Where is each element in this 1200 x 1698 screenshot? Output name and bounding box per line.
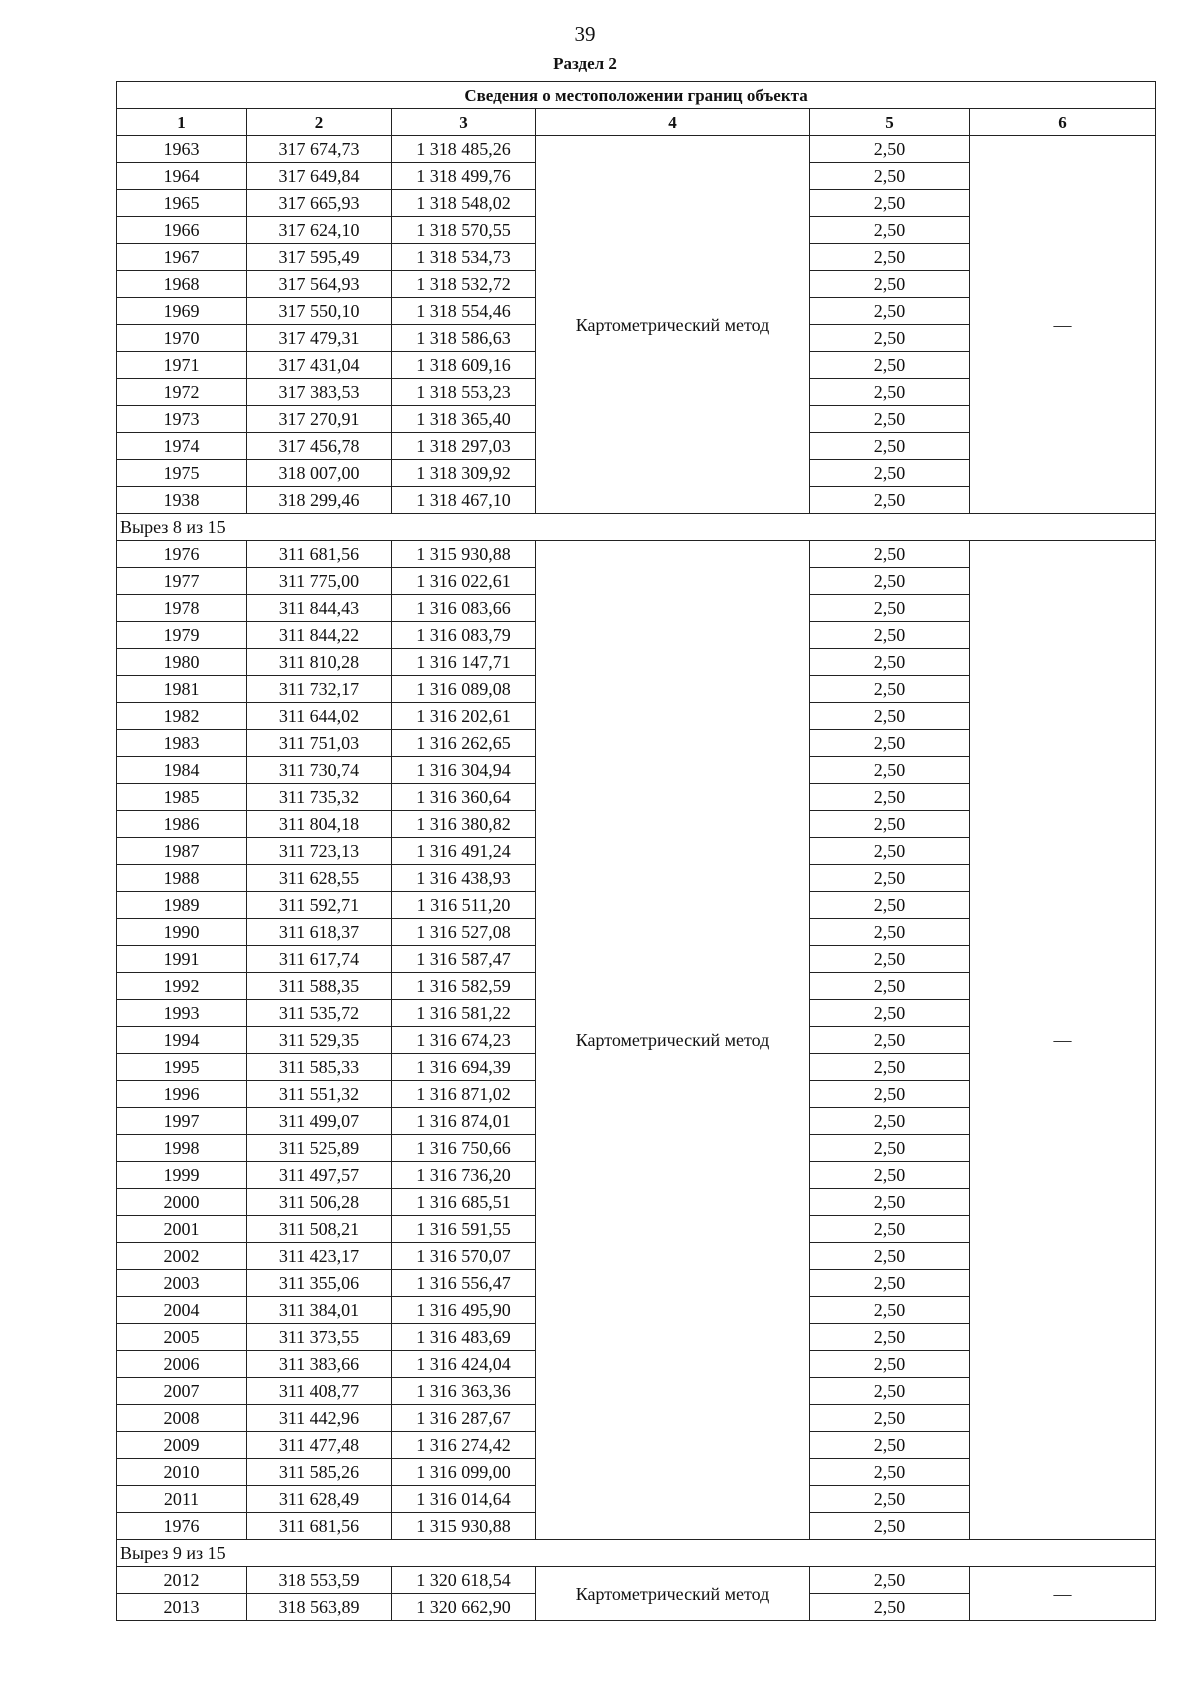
x-coordinate-cell: 311 585,26 xyxy=(247,1459,392,1486)
accuracy-cell: 2,50 xyxy=(810,217,970,244)
accuracy-cell: 2,50 xyxy=(810,271,970,298)
y-coordinate-cell: 1 316 363,36 xyxy=(392,1378,536,1405)
point-number-cell: 1978 xyxy=(117,595,247,622)
y-coordinate-cell: 1 318 554,46 xyxy=(392,298,536,325)
accuracy-cell: 2,50 xyxy=(810,622,970,649)
accuracy-cell: 2,50 xyxy=(810,649,970,676)
y-coordinate-cell: 1 316 099,00 xyxy=(392,1459,536,1486)
point-number-cell: 1963 xyxy=(117,136,247,163)
x-coordinate-cell: 311 408,77 xyxy=(247,1378,392,1405)
point-number-cell: 1992 xyxy=(117,973,247,1000)
point-number-cell: 1968 xyxy=(117,271,247,298)
x-coordinate-cell: 311 618,37 xyxy=(247,919,392,946)
point-number-cell: 1974 xyxy=(117,433,247,460)
section-row xyxy=(117,514,1156,541)
point-number-cell: 1997 xyxy=(117,1108,247,1135)
point-number-cell: 1999 xyxy=(117,1162,247,1189)
point-number-cell: 2005 xyxy=(117,1324,247,1351)
y-coordinate-cell: 1 316 438,93 xyxy=(392,865,536,892)
point-number-cell: 2012 xyxy=(117,1567,247,1594)
y-coordinate-cell: 1 316 871,02 xyxy=(392,1081,536,1108)
x-coordinate-cell: 311 844,22 xyxy=(247,622,392,649)
x-coordinate-cell: 311 529,35 xyxy=(247,1027,392,1054)
y-coordinate-cell: 1 315 930,88 xyxy=(392,1513,536,1540)
column-header: 2 xyxy=(247,109,392,136)
y-coordinate-cell: 1 316 360,64 xyxy=(392,784,536,811)
point-number-cell: 2008 xyxy=(117,1405,247,1432)
method-cell: Картометрический метод xyxy=(536,541,810,1540)
x-coordinate-cell: 311 588,35 xyxy=(247,973,392,1000)
y-coordinate-cell: 1 320 618,54 xyxy=(392,1567,536,1594)
point-number-cell: 1993 xyxy=(117,1000,247,1027)
x-coordinate-cell: 311 617,74 xyxy=(247,946,392,973)
accuracy-cell: 2,50 xyxy=(810,1270,970,1297)
x-coordinate-cell: 317 383,53 xyxy=(247,379,392,406)
y-coordinate-cell: 1 318 548,02 xyxy=(392,190,536,217)
y-coordinate-cell: 1 318 534,73 xyxy=(392,244,536,271)
accuracy-cell: 2,50 xyxy=(810,568,970,595)
accuracy-cell: 2,50 xyxy=(810,703,970,730)
point-number-cell: 1975 xyxy=(117,460,247,487)
accuracy-cell: 2,50 xyxy=(810,1162,970,1189)
point-number-cell: 1971 xyxy=(117,352,247,379)
x-coordinate-cell: 317 649,84 xyxy=(247,163,392,190)
point-number-cell: 1983 xyxy=(117,730,247,757)
accuracy-cell: 2,50 xyxy=(810,379,970,406)
accuracy-cell: 2,50 xyxy=(810,1297,970,1324)
point-number-cell: 1977 xyxy=(117,568,247,595)
x-coordinate-cell: 317 550,10 xyxy=(247,298,392,325)
x-coordinate-cell: 311 506,28 xyxy=(247,1189,392,1216)
x-coordinate-cell: 311 423,17 xyxy=(247,1243,392,1270)
x-coordinate-cell: 311 681,56 xyxy=(247,541,392,568)
y-coordinate-cell: 1 318 532,72 xyxy=(392,271,536,298)
point-number-cell: 1973 xyxy=(117,406,247,433)
y-coordinate-cell: 1 316 083,66 xyxy=(392,595,536,622)
x-coordinate-cell: 317 431,04 xyxy=(247,352,392,379)
point-number-cell: 1988 xyxy=(117,865,247,892)
y-coordinate-cell: 1 318 467,10 xyxy=(392,487,536,514)
point-number-cell: 2003 xyxy=(117,1270,247,1297)
accuracy-cell: 2,50 xyxy=(810,1216,970,1243)
description-cell: — xyxy=(970,1567,1156,1621)
accuracy-cell: 2,50 xyxy=(810,190,970,217)
section-label: Вырез 9 из 15 xyxy=(117,1540,1156,1567)
y-coordinate-cell: 1 316 014,64 xyxy=(392,1486,536,1513)
y-coordinate-cell: 1 316 491,24 xyxy=(392,838,536,865)
x-coordinate-cell: 311 384,01 xyxy=(247,1297,392,1324)
accuracy-cell: 2,50 xyxy=(810,730,970,757)
x-coordinate-cell: 311 373,55 xyxy=(247,1324,392,1351)
y-coordinate-cell: 1 316 581,22 xyxy=(392,1000,536,1027)
accuracy-cell: 2,50 xyxy=(810,1081,970,1108)
accuracy-cell: 2,50 xyxy=(810,811,970,838)
y-coordinate-cell: 1 316 089,08 xyxy=(392,676,536,703)
accuracy-cell: 2,50 xyxy=(810,1324,970,1351)
point-number-cell: 1986 xyxy=(117,811,247,838)
accuracy-cell: 2,50 xyxy=(810,1378,970,1405)
accuracy-cell: 2,50 xyxy=(810,487,970,514)
x-coordinate-cell: 311 644,02 xyxy=(247,703,392,730)
y-coordinate-cell: 1 316 424,04 xyxy=(392,1351,536,1378)
x-coordinate-cell: 311 355,06 xyxy=(247,1270,392,1297)
y-coordinate-cell: 1 316 304,94 xyxy=(392,757,536,784)
point-number-cell: 2009 xyxy=(117,1432,247,1459)
x-coordinate-cell: 318 007,00 xyxy=(247,460,392,487)
point-number-cell: 1966 xyxy=(117,217,247,244)
y-coordinate-cell: 1 316 511,20 xyxy=(392,892,536,919)
y-coordinate-cell: 1 316 495,90 xyxy=(392,1297,536,1324)
accuracy-cell: 2,50 xyxy=(810,1189,970,1216)
table-row xyxy=(117,1567,1156,1594)
table-caption: Сведения о местоположении границ объекта xyxy=(117,82,1156,109)
y-coordinate-cell: 1 316 147,71 xyxy=(392,649,536,676)
column-header: 1 xyxy=(117,109,247,136)
point-number-cell: 1994 xyxy=(117,1027,247,1054)
x-coordinate-cell: 317 456,78 xyxy=(247,433,392,460)
y-coordinate-cell: 1 316 274,42 xyxy=(392,1432,536,1459)
accuracy-cell: 2,50 xyxy=(810,757,970,784)
table-body xyxy=(117,136,1156,1621)
y-coordinate-cell: 1 316 083,79 xyxy=(392,622,536,649)
description-cell: — xyxy=(970,541,1156,1540)
point-number-cell: 1965 xyxy=(117,190,247,217)
section-label: Вырез 8 из 15 xyxy=(117,514,1156,541)
point-number-cell: 1976 xyxy=(117,541,247,568)
y-coordinate-cell: 1 316 874,01 xyxy=(392,1108,536,1135)
point-number-cell: 1976 xyxy=(117,1513,247,1540)
y-coordinate-cell: 1 318 553,23 xyxy=(392,379,536,406)
accuracy-cell: 2,50 xyxy=(810,460,970,487)
accuracy-cell: 2,50 xyxy=(810,676,970,703)
y-coordinate-cell: 1 320 662,90 xyxy=(392,1594,536,1621)
y-coordinate-cell: 1 316 570,07 xyxy=(392,1243,536,1270)
accuracy-cell: 2,50 xyxy=(810,406,970,433)
y-coordinate-cell: 1 316 694,39 xyxy=(392,1054,536,1081)
y-coordinate-cell: 1 316 202,61 xyxy=(392,703,536,730)
accuracy-cell: 2,50 xyxy=(810,919,970,946)
x-coordinate-cell: 311 735,32 xyxy=(247,784,392,811)
point-number-cell: 1985 xyxy=(117,784,247,811)
point-number-cell: 1982 xyxy=(117,703,247,730)
y-coordinate-cell: 1 316 262,65 xyxy=(392,730,536,757)
accuracy-cell: 2,50 xyxy=(810,784,970,811)
accuracy-cell: 2,50 xyxy=(810,946,970,973)
accuracy-cell: 2,50 xyxy=(810,1054,970,1081)
boundary-table xyxy=(116,81,1156,1621)
point-number-cell: 2006 xyxy=(117,1351,247,1378)
x-coordinate-cell: 317 674,73 xyxy=(247,136,392,163)
point-number-cell: 1970 xyxy=(117,325,247,352)
accuracy-cell: 2,50 xyxy=(810,865,970,892)
x-coordinate-cell: 311 508,21 xyxy=(247,1216,392,1243)
point-number-cell: 1967 xyxy=(117,244,247,271)
accuracy-cell: 2,50 xyxy=(810,1513,970,1540)
accuracy-cell: 2,50 xyxy=(810,1027,970,1054)
x-coordinate-cell: 311 844,43 xyxy=(247,595,392,622)
y-coordinate-cell: 1 318 570,55 xyxy=(392,217,536,244)
page-number: 39 xyxy=(574,22,596,46)
point-number-cell: 1984 xyxy=(117,757,247,784)
x-coordinate-cell: 318 563,89 xyxy=(247,1594,392,1621)
point-number-cell: 1979 xyxy=(117,622,247,649)
accuracy-cell: 2,50 xyxy=(810,973,970,1000)
description-cell: — xyxy=(970,136,1156,514)
accuracy-cell: 2,50 xyxy=(810,1351,970,1378)
x-coordinate-cell: 311 628,55 xyxy=(247,865,392,892)
point-number-cell: 1996 xyxy=(117,1081,247,1108)
point-number-cell: 2002 xyxy=(117,1243,247,1270)
point-number-cell: 1980 xyxy=(117,649,247,676)
column-header: 3 xyxy=(392,109,536,136)
accuracy-cell: 2,50 xyxy=(810,1108,970,1135)
accuracy-cell: 2,50 xyxy=(810,1567,970,1594)
point-number-cell: 2004 xyxy=(117,1297,247,1324)
x-coordinate-cell: 317 479,31 xyxy=(247,325,392,352)
accuracy-cell: 2,50 xyxy=(810,136,970,163)
accuracy-cell: 2,50 xyxy=(810,163,970,190)
point-number-cell: 1995 xyxy=(117,1054,247,1081)
x-coordinate-cell: 311 681,56 xyxy=(247,1513,392,1540)
y-coordinate-cell: 1 316 685,51 xyxy=(392,1189,536,1216)
accuracy-cell: 2,50 xyxy=(810,838,970,865)
accuracy-cell: 2,50 xyxy=(810,1459,970,1486)
section-title: Раздел 2 xyxy=(553,54,617,73)
y-coordinate-cell: 1 318 586,63 xyxy=(392,325,536,352)
y-coordinate-cell: 1 318 485,26 xyxy=(392,136,536,163)
x-coordinate-cell: 311 442,96 xyxy=(247,1405,392,1432)
y-coordinate-cell: 1 315 930,88 xyxy=(392,541,536,568)
y-coordinate-cell: 1 316 587,47 xyxy=(392,946,536,973)
point-number-cell: 1991 xyxy=(117,946,247,973)
point-number-cell: 1981 xyxy=(117,676,247,703)
y-coordinate-cell: 1 316 750,66 xyxy=(392,1135,536,1162)
y-coordinate-cell: 1 316 287,67 xyxy=(392,1405,536,1432)
accuracy-cell: 2,50 xyxy=(810,1432,970,1459)
x-coordinate-cell: 311 383,66 xyxy=(247,1351,392,1378)
y-coordinate-cell: 1 318 499,76 xyxy=(392,163,536,190)
point-number-cell: 2007 xyxy=(117,1378,247,1405)
y-coordinate-cell: 1 316 736,20 xyxy=(392,1162,536,1189)
x-coordinate-cell: 311 585,33 xyxy=(247,1054,392,1081)
accuracy-cell: 2,50 xyxy=(810,595,970,622)
accuracy-cell: 2,50 xyxy=(810,352,970,379)
x-coordinate-cell: 311 535,72 xyxy=(247,1000,392,1027)
y-coordinate-cell: 1 316 483,69 xyxy=(392,1324,536,1351)
x-coordinate-cell: 317 665,93 xyxy=(247,190,392,217)
x-coordinate-cell: 317 595,49 xyxy=(247,244,392,271)
point-number-cell: 1990 xyxy=(117,919,247,946)
point-number-cell: 1998 xyxy=(117,1135,247,1162)
x-coordinate-cell: 311 525,89 xyxy=(247,1135,392,1162)
x-coordinate-cell: 311 628,49 xyxy=(247,1486,392,1513)
x-coordinate-cell: 311 592,71 xyxy=(247,892,392,919)
y-coordinate-cell: 1 316 582,59 xyxy=(392,973,536,1000)
x-coordinate-cell: 311 497,57 xyxy=(247,1162,392,1189)
point-number-cell: 1989 xyxy=(117,892,247,919)
x-coordinate-cell: 311 775,00 xyxy=(247,568,392,595)
y-coordinate-cell: 1 316 022,61 xyxy=(392,568,536,595)
point-number-cell: 1964 xyxy=(117,163,247,190)
section-row xyxy=(117,1540,1156,1567)
table-row xyxy=(117,541,1156,568)
accuracy-cell: 2,50 xyxy=(810,1594,970,1621)
point-number-cell: 1987 xyxy=(117,838,247,865)
x-coordinate-cell: 311 804,18 xyxy=(247,811,392,838)
point-number-cell: 1938 xyxy=(117,487,247,514)
column-header: 5 xyxy=(810,109,970,136)
accuracy-cell: 2,50 xyxy=(810,325,970,352)
y-coordinate-cell: 1 316 556,47 xyxy=(392,1270,536,1297)
method-cell: Картометрический метод xyxy=(536,136,810,514)
y-coordinate-cell: 1 318 609,16 xyxy=(392,352,536,379)
x-coordinate-cell: 311 551,32 xyxy=(247,1081,392,1108)
accuracy-cell: 2,50 xyxy=(810,1486,970,1513)
y-coordinate-cell: 1 316 591,55 xyxy=(392,1216,536,1243)
x-coordinate-cell: 311 477,48 xyxy=(247,1432,392,1459)
x-coordinate-cell: 311 732,17 xyxy=(247,676,392,703)
x-coordinate-cell: 311 499,07 xyxy=(247,1108,392,1135)
x-coordinate-cell: 317 270,91 xyxy=(247,406,392,433)
point-number-cell: 2011 xyxy=(117,1486,247,1513)
x-coordinate-cell: 317 624,10 xyxy=(247,217,392,244)
y-coordinate-cell: 1 316 380,82 xyxy=(392,811,536,838)
x-coordinate-cell: 318 553,59 xyxy=(247,1567,392,1594)
accuracy-cell: 2,50 xyxy=(810,298,970,325)
x-coordinate-cell: 317 564,93 xyxy=(247,271,392,298)
point-number-cell: 1969 xyxy=(117,298,247,325)
accuracy-cell: 2,50 xyxy=(810,244,970,271)
point-number-cell: 1972 xyxy=(117,379,247,406)
y-coordinate-cell: 1 316 674,23 xyxy=(392,1027,536,1054)
accuracy-cell: 2,50 xyxy=(810,1000,970,1027)
accuracy-cell: 2,50 xyxy=(810,892,970,919)
point-number-cell: 2010 xyxy=(117,1459,247,1486)
x-coordinate-cell: 311 751,03 xyxy=(247,730,392,757)
column-header: 4 xyxy=(536,109,810,136)
point-number-cell: 2000 xyxy=(117,1189,247,1216)
x-coordinate-cell: 311 730,74 xyxy=(247,757,392,784)
table-row xyxy=(117,136,1156,163)
accuracy-cell: 2,50 xyxy=(810,1405,970,1432)
accuracy-cell: 2,50 xyxy=(810,541,970,568)
y-coordinate-cell: 1 318 365,40 xyxy=(392,406,536,433)
x-coordinate-cell: 311 723,13 xyxy=(247,838,392,865)
accuracy-cell: 2,50 xyxy=(810,433,970,460)
method-cell: Картометрический метод xyxy=(536,1567,810,1621)
y-coordinate-cell: 1 318 309,92 xyxy=(392,460,536,487)
x-coordinate-cell: 318 299,46 xyxy=(247,487,392,514)
x-coordinate-cell: 311 810,28 xyxy=(247,649,392,676)
y-coordinate-cell: 1 316 527,08 xyxy=(392,919,536,946)
accuracy-cell: 2,50 xyxy=(810,1135,970,1162)
accuracy-cell: 2,50 xyxy=(810,1243,970,1270)
column-header: 6 xyxy=(970,109,1156,136)
y-coordinate-cell: 1 318 297,03 xyxy=(392,433,536,460)
point-number-cell: 2013 xyxy=(117,1594,247,1621)
point-number-cell: 2001 xyxy=(117,1216,247,1243)
